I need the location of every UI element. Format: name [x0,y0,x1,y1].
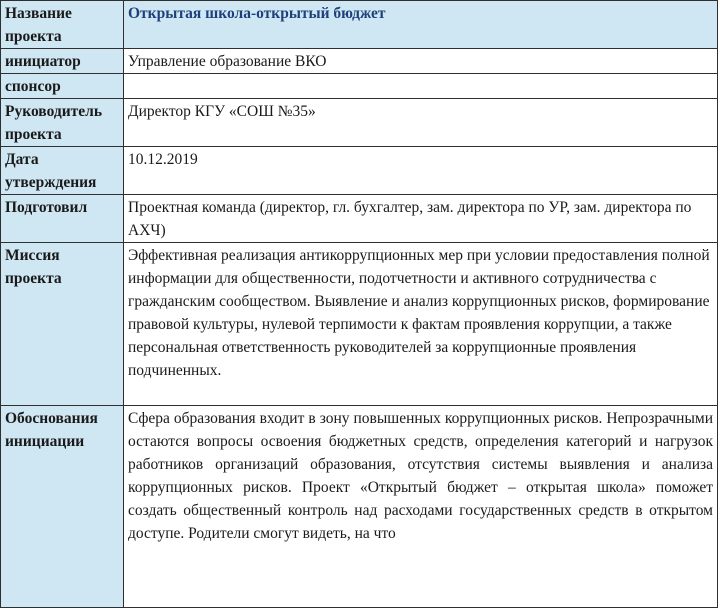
approval-date-value: 10.12.2019 [124,147,718,195]
sponsor-label: спонсор [1,74,124,99]
project-name-value: Открытая школа-открытый бюджет [124,1,718,49]
prepared-by-value: Проектная команда (директор, гл. бухгалтер, зам. директора по УР, зам. директора по АХЧ) [124,195,718,243]
approval-date-label: Дата утверждения [1,147,124,195]
table-row [1,147,718,195]
initiator-value: Управление образование ВКО [124,49,718,74]
initiator-label: инициатор [1,49,124,74]
table-row [1,406,718,608]
table-row [1,74,718,99]
prepared-by-label: Подготовил [1,195,124,243]
mission-label: Миссия проекта [1,243,124,406]
sponsor-value [124,74,718,99]
table-row [1,195,718,243]
table-row [1,1,718,49]
justification-label: Обоснования инициации [1,406,124,608]
justification-value: Сфера образования входит в зону повышенных коррупционных рисков. Непрозрачными остаются вопросы освоения бюджетных средств, определения категорий и нагрузок работников организаций образования, отсутствия системы выявления и анализа коррупционных рисков. Проект «Открытый бюджет – открытая школа» поможет создать общественный контроль над расходами государственных средств в открытом доступе. Родители смогут видеть, на что [124,406,718,608]
project-manager-label: Руководитель проекта [1,99,124,147]
table-row [1,243,718,406]
table-row [1,49,718,74]
project-manager-value: Директор КГУ «СОШ №35» [124,99,718,147]
project-name-label: Название проекта [1,1,124,49]
table-row [1,99,718,147]
mission-value: Эффективная реализация антикоррупционных мер при условии предоставления полной информации для общественности, подотчетности и активного сотрудничества с гражданским сообществом. Выявление и анализ коррупционных рисков, формирование правовой культуры, нулевой терпимости к фактам проявления коррупции, а также персональная ответственность руководителей за коррупционные проявления подчиненных. [124,243,718,406]
